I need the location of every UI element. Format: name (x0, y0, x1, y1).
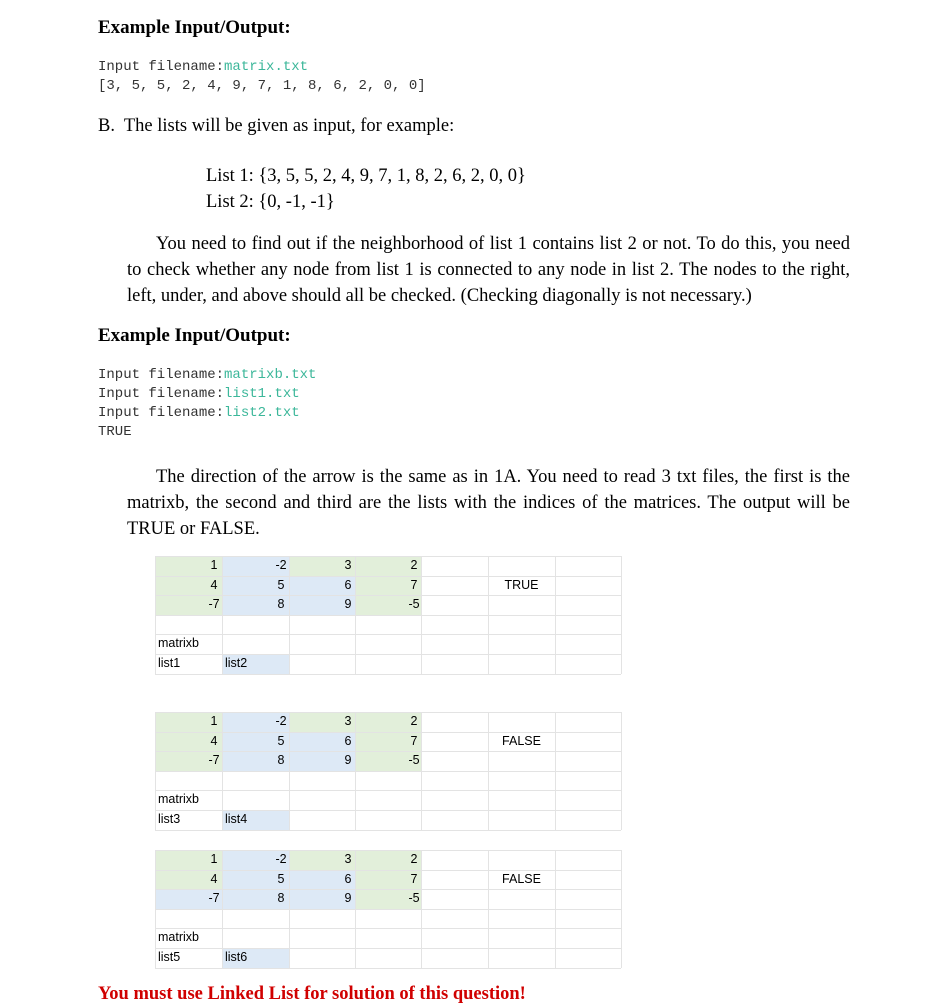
grid-row-line (155, 968, 621, 969)
grid-column-line (621, 556, 622, 674)
io-output: TRUE (98, 424, 132, 440)
spreadsheet-grid-1 (0, 556, 946, 683)
grid-row-line (155, 634, 621, 635)
io-filename-3: list2.txt (224, 405, 300, 421)
matrix-value: 1 (210, 558, 218, 572)
matrix-value: 1 (210, 852, 218, 866)
grid-column-line (621, 850, 622, 968)
matrix-value: 5 (277, 871, 285, 886)
matrix-value: 2 (410, 714, 418, 728)
io-prefix: Input filename: (98, 59, 225, 75)
matrix-value: 8 (277, 891, 285, 906)
matrix-value: 2 (410, 852, 418, 866)
matrix-value: 4 (210, 577, 218, 592)
example-heading-b: Example Input/Output: (98, 325, 291, 346)
matrix-value: 4 (210, 871, 218, 886)
matrix-value: -7 (208, 753, 220, 768)
result-value: TRUE (504, 577, 539, 592)
list2-example: List 2: {0, -1, -1} (206, 192, 335, 212)
result-value: FALSE (502, 871, 541, 886)
matrix-value: -5 (408, 891, 420, 906)
list-examples (206, 163, 526, 215)
list-b-label: list4 (225, 812, 248, 826)
matrix-value: 3 (344, 558, 352, 572)
matrix-value: 8 (277, 597, 285, 612)
matrix-value: 9 (344, 891, 352, 906)
grid-row-line (155, 790, 621, 791)
matrix-value: 6 (344, 871, 352, 886)
matrix-value: 3 (344, 852, 352, 866)
list-a-label: list1 (158, 656, 181, 670)
matrix-value: 2 (410, 558, 418, 572)
matrix-label: matrixb (158, 930, 199, 945)
matrix-value: -2 (275, 714, 287, 728)
example-heading-a: Example Input/Output: (98, 17, 291, 38)
direction-paragraph: The direction of the arrow is the same as in 1A. You need to read 3 txt files, the first is the matrixb, the second and third are the lists with the indices of the matrices. The output will be TRUE or FALSE. (127, 467, 850, 539)
matrix-value: -5 (408, 753, 420, 768)
matrix-label: matrixb (158, 792, 199, 807)
matrix-value: 7 (410, 577, 418, 592)
matrix-value: 8 (277, 753, 285, 768)
linked-list-warning: You must use Linked List for solution of this question! (98, 984, 526, 1004)
grid-row-line (155, 830, 621, 831)
matrix-value: -2 (275, 558, 287, 572)
grid-row-line (155, 909, 621, 910)
matrix-value: 7 (410, 871, 418, 886)
io-output: [3, 5, 5, 2, 4, 9, 7, 1, 8, 6, 2, 0, 0] (98, 78, 426, 94)
io-filename: matrix.txt (224, 59, 309, 75)
matrix-value: 5 (277, 577, 285, 592)
matrix-value: 7 (410, 733, 418, 748)
io-prefix: Input filename: (98, 405, 225, 421)
matrix-value: 9 (344, 597, 352, 612)
grid-row-line (155, 928, 621, 929)
matrix-value: -7 (208, 597, 220, 612)
spreadsheet-grid-3 (0, 850, 946, 977)
io-filename-2: list1.txt (224, 386, 300, 402)
matrix-label: matrixb (158, 636, 199, 651)
grid-row-line (155, 771, 621, 772)
example-io-b (98, 366, 316, 442)
example-io-a (98, 58, 426, 96)
io-prefix: Input filename: (98, 367, 225, 383)
grid-column-line (621, 712, 622, 830)
list-a-label: list3 (158, 812, 181, 826)
spreadsheet-grid-2 (0, 712, 946, 839)
grid-row-line (155, 615, 621, 616)
matrix-value: 5 (277, 733, 285, 748)
list-b-label: list2 (225, 656, 248, 670)
matrix-value: -2 (275, 852, 287, 866)
result-value: FALSE (502, 733, 541, 748)
matrix-value: -7 (208, 891, 220, 906)
matrix-value: 3 (344, 714, 352, 728)
list-a-label: list5 (158, 950, 181, 964)
matrix-value: 1 (210, 714, 218, 728)
matrix-value: 6 (344, 577, 352, 592)
io-prefix: Input filename: (98, 386, 225, 402)
grid-row-line (155, 674, 621, 675)
matrix-value: -5 (408, 597, 420, 612)
matrix-value: 9 (344, 753, 352, 768)
matrix-value: 6 (344, 733, 352, 748)
section-b-intro: B. The lists will be given as input, for example: (98, 116, 455, 136)
neighborhood-paragraph: You need to find out if the neighborhood of list 1 contains list 2 or not. To do this, you need to check whether any node from list 1 is connected to any node in list 2. The nodes to the right, left, under, and above should all be checked. (Checking diagonally is not necessary.) (127, 234, 850, 306)
io-filename-1: matrixb.txt (224, 367, 317, 383)
list-b-label: list6 (225, 950, 248, 964)
matrix-value: 4 (210, 733, 218, 748)
list1-example: List 1: {3, 5, 5, 2, 4, 9, 7, 1, 8, 2, 6, 2, 0, 0} (206, 166, 526, 186)
